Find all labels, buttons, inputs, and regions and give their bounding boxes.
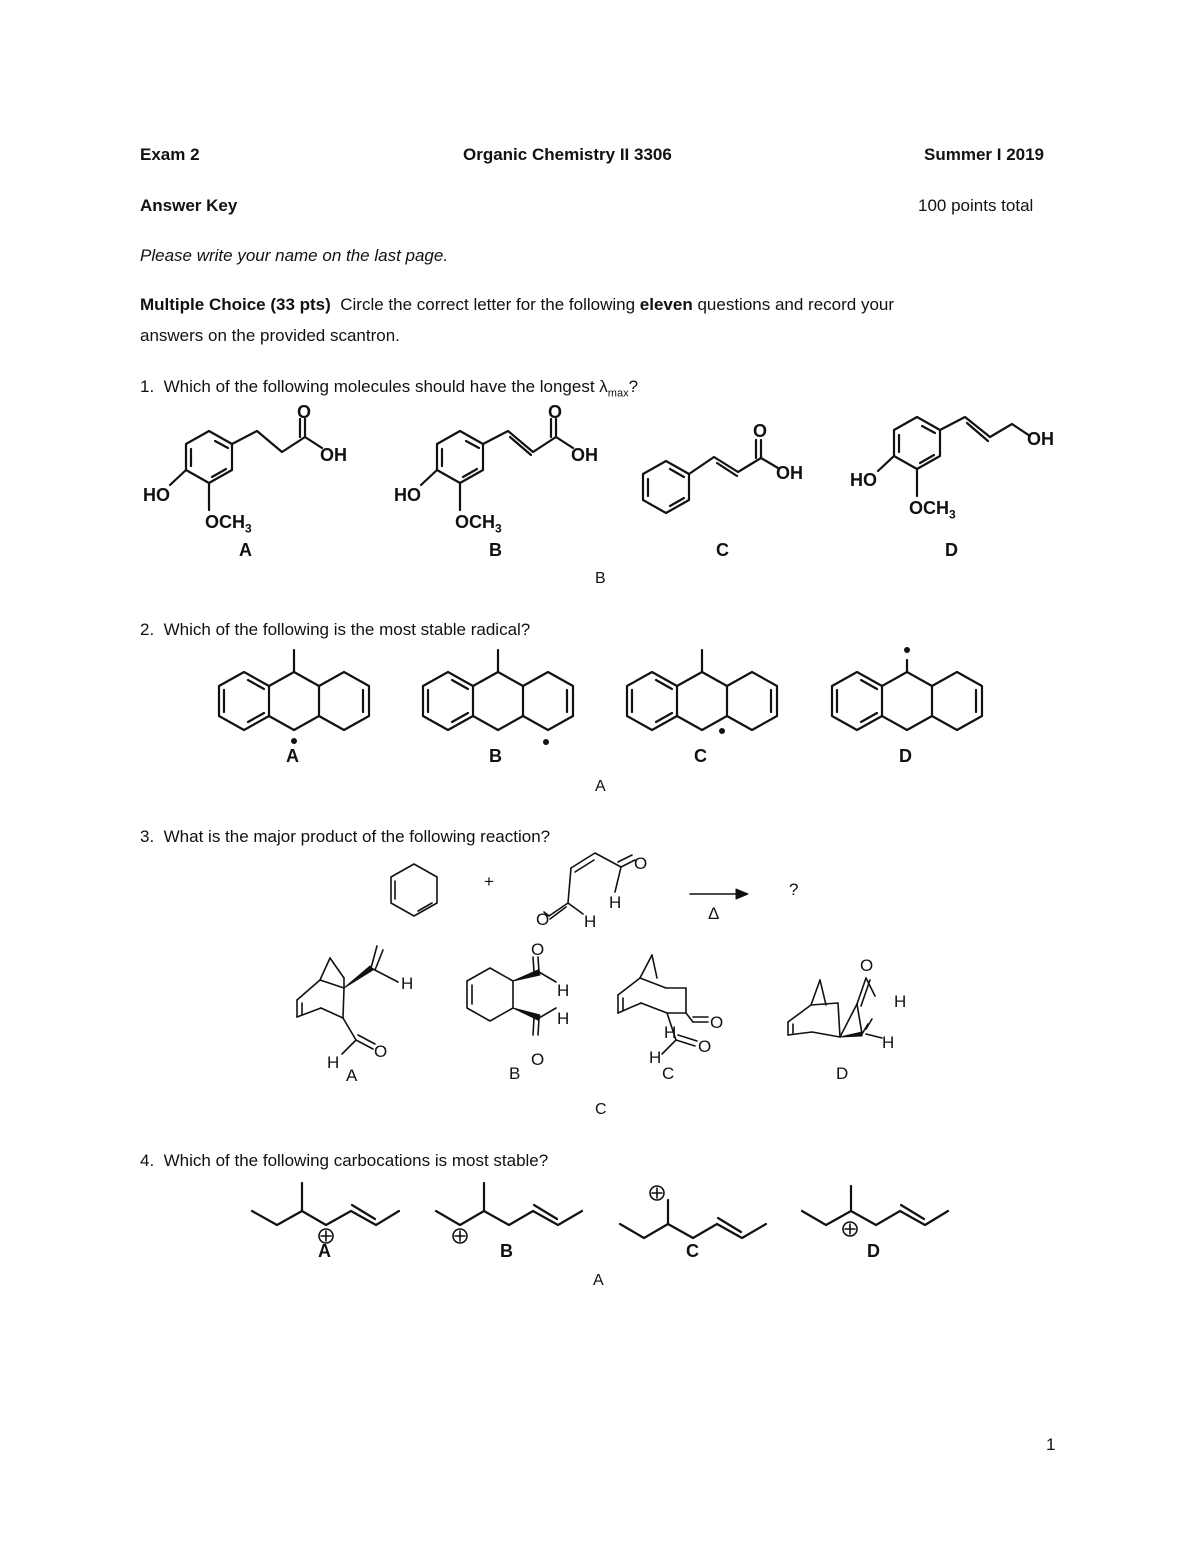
answer-key-label: Answer Key xyxy=(140,196,238,215)
q4-label-b: B xyxy=(500,1241,513,1261)
question-4-number: 4. xyxy=(140,1151,155,1170)
q1-label-d: D xyxy=(945,540,958,560)
q1a-o-label: O xyxy=(297,402,312,422)
q2-radical-b xyxy=(423,650,573,745)
mc-text-b: questions and record your xyxy=(697,295,895,314)
q3-label-b: B xyxy=(509,1064,521,1083)
question-2-number: 2. xyxy=(140,620,155,639)
q3-delta: Δ xyxy=(708,904,720,923)
question-2-text: Which of the following is the most stable radical? xyxy=(163,620,531,639)
q3-reactants xyxy=(391,853,748,919)
q1-molecule-a xyxy=(170,419,322,510)
question-1-sub: max xyxy=(607,387,629,400)
answer-3: C xyxy=(595,1101,607,1118)
q3b-o1: O xyxy=(531,940,545,959)
q3d-o: O xyxy=(860,956,874,975)
q3-plus: + xyxy=(484,872,494,891)
q1d-oh-label: OH xyxy=(1027,429,1054,449)
q3d-h2: H xyxy=(882,1033,895,1052)
answer-1: B xyxy=(595,570,606,587)
q3-product-c xyxy=(618,955,708,1054)
q3-product-d xyxy=(788,978,882,1038)
q1a-ho-label: HO xyxy=(143,485,170,505)
q1c-oh-label: OH xyxy=(776,463,803,483)
course-title: Organic Chemistry II 3306 xyxy=(463,145,672,164)
q3c-o1: O xyxy=(710,1013,724,1032)
q2-radical-c xyxy=(627,650,777,734)
q4-label-c: C xyxy=(686,1241,699,1261)
q3b-o2: O xyxy=(531,1050,545,1069)
question-1-number: 1. xyxy=(140,377,155,396)
q3-dienophile-h2: H xyxy=(584,912,597,931)
q4-label-a: A xyxy=(318,1241,331,1261)
question-4-text: Which of the following carbocations is most stable? xyxy=(163,1151,549,1170)
q1-molecule-c xyxy=(643,440,778,513)
q1b-och-text: OCH xyxy=(455,512,495,532)
q3b-h1: H xyxy=(557,981,570,1000)
q1a-och-text: OCH xyxy=(205,512,245,532)
q3-dienophile-h1: H xyxy=(609,893,622,912)
q1-label-a: A xyxy=(239,540,252,560)
q2-radical-a xyxy=(219,650,369,744)
name-instruction: Please write your name on the last page. xyxy=(140,246,449,265)
q2-label-c: C xyxy=(694,746,707,766)
mc-title: Multiple Choice (33 pts) xyxy=(140,295,331,314)
q2-label-a: A xyxy=(286,746,299,766)
q1-label-c: C xyxy=(716,540,729,560)
q4-cation-c xyxy=(620,1186,766,1238)
q3-dienophile-o1: O xyxy=(634,854,648,873)
q3-label-a: A xyxy=(346,1066,358,1085)
q1b-three: 3 xyxy=(495,521,502,536)
q1d-och-text: OCH xyxy=(909,498,949,518)
points-total: 100 points total xyxy=(918,196,1034,215)
q1-molecule-b xyxy=(421,419,573,510)
q3-label-c: C xyxy=(662,1064,675,1083)
q3-label-d: D xyxy=(836,1064,849,1083)
q1d-ho-label: HO xyxy=(850,470,877,490)
question-3-text: What is the major product of the following reaction? xyxy=(163,827,551,846)
q1d-three: 3 xyxy=(949,507,956,522)
q3d-h1: H xyxy=(894,992,907,1011)
exam-title: Exam 2 xyxy=(140,145,200,164)
q3c-o2: O xyxy=(698,1037,712,1056)
q4-cation-d xyxy=(802,1186,948,1236)
q3c-h1: H xyxy=(664,1023,677,1042)
q1-label-b: B xyxy=(489,540,502,560)
q3-product-a xyxy=(297,946,398,1054)
question-3-number: 3. xyxy=(140,827,155,846)
answer-4: A xyxy=(593,1272,604,1289)
mc-text-bold: eleven xyxy=(639,295,693,314)
q1b-oh-label: OH xyxy=(571,445,598,465)
q3-product-question: ? xyxy=(789,880,799,899)
q1b-ho-label: HO xyxy=(394,485,421,505)
q2-label-d: D xyxy=(899,746,912,766)
mc-text-a: Circle the correct letter for the following xyxy=(340,295,636,314)
q2-label-b: B xyxy=(489,746,502,766)
term-title: Summer I 2019 xyxy=(924,145,1045,164)
q3-dienophile-o2: O xyxy=(536,910,550,929)
q3a-o: O xyxy=(374,1042,388,1061)
q3c-h2: H xyxy=(649,1048,662,1067)
q4-cation-a xyxy=(252,1183,399,1243)
q1a-oh-label: OH xyxy=(320,445,347,465)
question-1-text: Which of the following molecules should have the longest λ xyxy=(163,377,608,396)
q3-product-b xyxy=(467,957,556,1035)
q4-cation-b xyxy=(436,1183,582,1243)
page-number: 1 xyxy=(1046,1435,1056,1454)
q1b-o-label: O xyxy=(548,402,563,422)
q4-label-d: D xyxy=(867,1241,880,1261)
mc-instructions-line2: answers on the provided scantron. xyxy=(140,326,400,345)
question-1-tail: ? xyxy=(628,377,639,396)
q3b-h2: H xyxy=(557,1009,570,1028)
q1c-o-label: O xyxy=(753,421,768,441)
q1a-three: 3 xyxy=(245,521,252,536)
q2-radical-d xyxy=(832,647,982,730)
q3a-h1: H xyxy=(401,974,414,993)
q1-molecule-d xyxy=(878,417,1030,496)
answer-2: A xyxy=(595,778,606,795)
q3a-h2: H xyxy=(327,1053,340,1072)
